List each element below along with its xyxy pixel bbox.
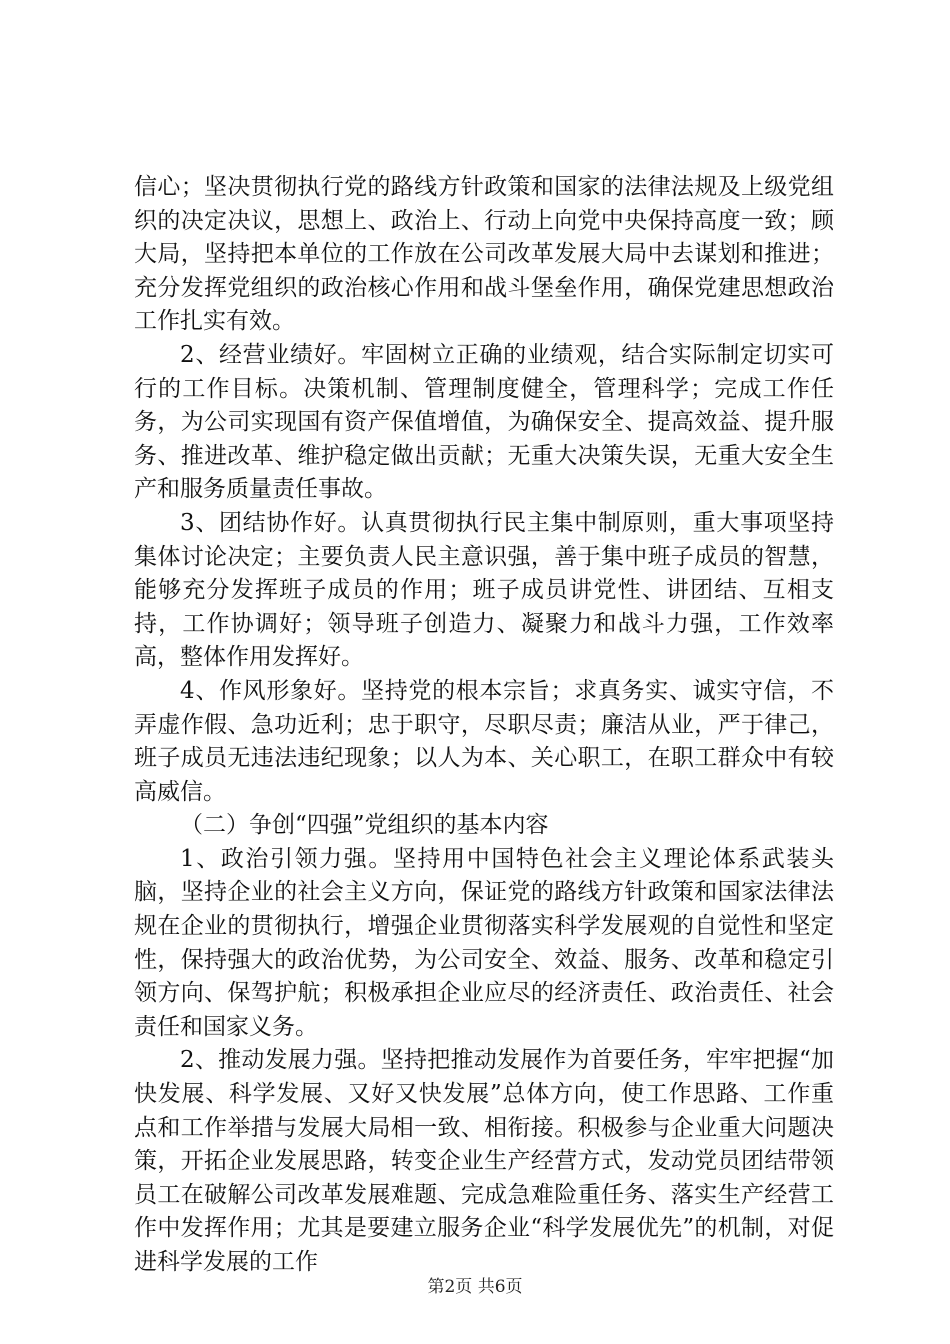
- paragraph-item-2-development: 2、推动发展力强。坚持把推动发展作为首要任务，牢牢把握“加快发展、科学发展、又好又快发展”总体方向，使工作思路、工作重点和工作举措与发展大局相一致、相衔接。积极参与企业重大问题决策，开拓企业发展思路，转变企业生产经营方式，发动党员团结带领员工在破解公司改革发展难题、完成急难险重任务、落实生产经营工作中发挥作用；尤其是要建立服务企业“科学发展优先”的机制，对促进科学发展的工作: [134, 1047, 834, 1275]
- paragraph-continuation: 信心；坚决贯彻执行党的路线方针政策和国家的法律法规及上级党组织的决定决议，思想上、政治上、行动上向党中央保持高度一致；顾大局，坚持把本单位的工作放在公司改革发展大局中去谋划和推进；充分发挥党组织的政治核心作用和战斗堡垒作用，确保党建思想政治工作扎实有效。: [134, 174, 834, 335]
- document-body: [134, 171, 834, 1280]
- paragraph-item-4-work-style: 4、作风形象好。坚持党的根本宗旨；求真务实、诚实守信，不弄虚作假、急功近利；忠于职守，尽职尽责；廉洁从业，严于律己，班子成员无违法违纪现象；以人为本、关心职工，在职工群众中有较高威信。: [134, 677, 834, 805]
- paragraph-item-2-business-performance: 2、经营业绩好。牢固树立正确的业绩观，结合实际制定切实可行的工作目标。决策机制、管理制度健全，管理科学；完成工作任务，为公司实现国有资产保值增值，为确保安全、提高效益、提升服务、推进改革、维护稳定做出贡献；无重大决策失误，无重大安全生产和服务质量责任事故。: [134, 341, 834, 503]
- section-heading: （二）争创“四强”党组织的基本内容: [180, 812, 549, 839]
- paragraph-item-3-teamwork: 3、团结协作好。认真贯彻执行民主集中制原则，重大事项坚持集体讨论决定；主要负责人民主意识强，善于集中班子成员的智慧，能够充分发挥班子成员的作用；班子成员讲党性、讲团结、互相支持，工作协调好；领导班子创造力、凝聚力和战斗力强，工作效率高，整体作用发挥好。: [134, 509, 834, 671]
- page-number-footer: 第2页 共6页: [427, 1277, 523, 1297]
- paragraph-item-1-political-leadership: 1、政治引领力强。坚持用中国特色社会主义理论体系武装头脑，坚持企业的社会主义方向，保证党的路线方针政策和国家法律法规在企业的贯彻执行，增强企业贯彻落实科学发展观的自觉性和坚定性，保持强大的政治优势，为公司安全、效益、服务、改革和稳定引领方向、保驾护航；积极承担企业应尽的经济责任、政治责任、社会责任和国家义务。: [134, 845, 834, 1040]
